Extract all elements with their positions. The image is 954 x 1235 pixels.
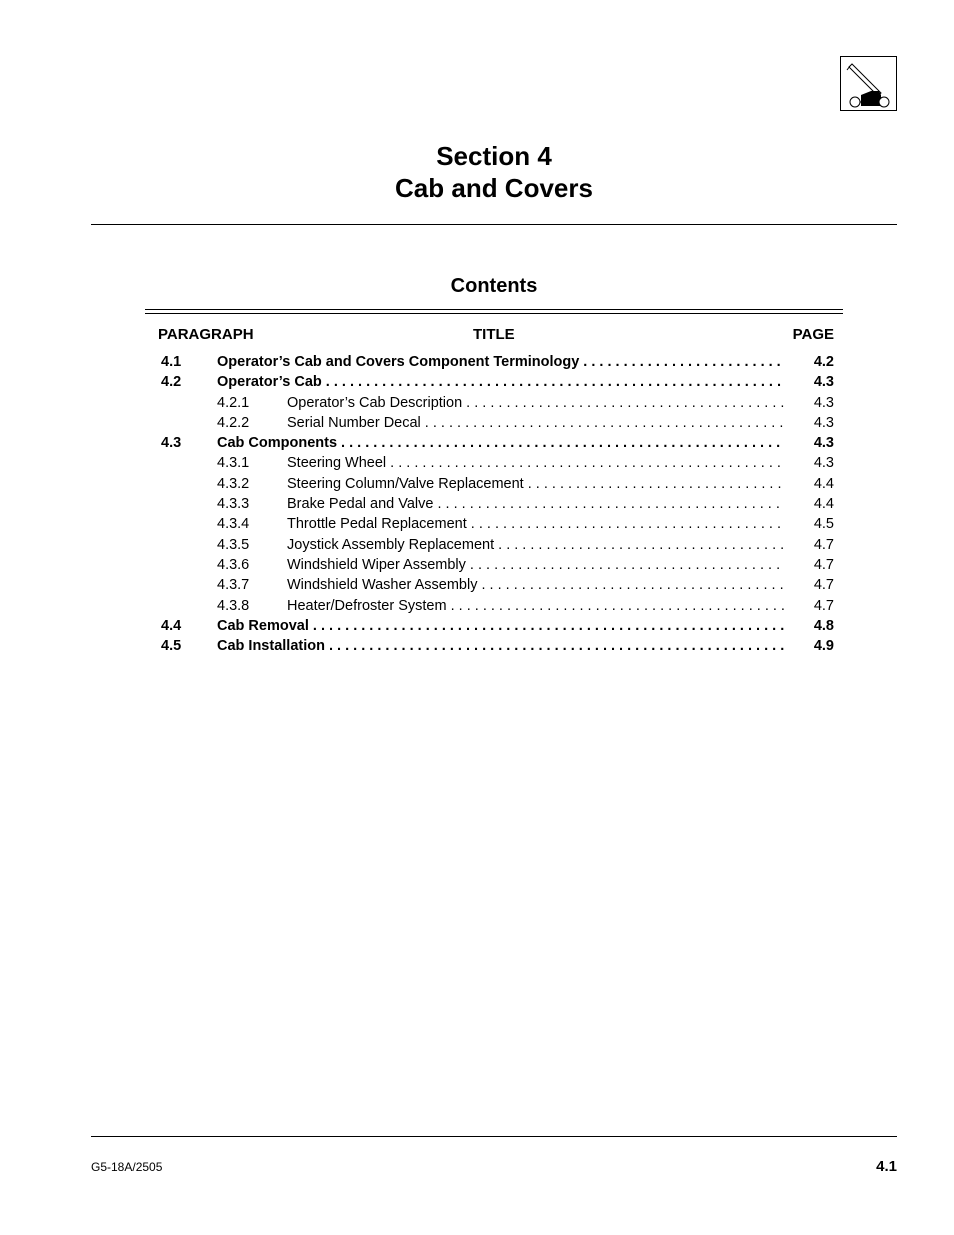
toc-row[interactable] <box>0 494 954 514</box>
toc-row[interactable] <box>0 636 954 656</box>
toc-entry-title: Operator’s Cab . . . <box>217 372 784 392</box>
contents-divider-bottom <box>145 313 843 314</box>
toc-row[interactable] <box>0 596 954 616</box>
toc-entry-title: Operator’s Cab Description . . . <box>287 393 784 413</box>
toc-page-number: 4.7 <box>813 536 834 553</box>
toc-row[interactable] <box>0 616 954 636</box>
toc-page-number: 4.5 <box>813 516 834 533</box>
toc-entry-title: Brake Pedal and Valve . . . <box>287 494 784 514</box>
toc-row[interactable] <box>0 352 954 372</box>
toc-page-number: 4.7 <box>813 597 834 614</box>
toc-entry-title: Windshield Wiper Assembly . . . <box>287 555 784 575</box>
toc-entry-title: Cab Components . . . <box>217 433 784 453</box>
toc-entry-title: Serial Number Decal . . . <box>287 413 784 433</box>
toc-paragraph-number: 4.4 <box>161 617 182 634</box>
contents-divider-top <box>145 309 843 310</box>
toc-entry-title: Throttle Pedal Replacement . . . <box>287 514 784 534</box>
toc-page-number: 4.8 <box>813 617 834 634</box>
toc-paragraph-number: 4.3.8 <box>217 597 250 614</box>
toc-entry-title: Cab Removal . . . <box>217 616 784 636</box>
toc-paragraph-number: 4.3.7 <box>217 577 250 594</box>
toc-page-number: 4.7 <box>813 577 834 594</box>
toc-paragraph-number: 4.3.3 <box>217 496 250 513</box>
contents-heading: Contents <box>450 275 538 297</box>
toc-row[interactable] <box>0 474 954 494</box>
section-title-heading: Cab and Covers <box>395 173 593 203</box>
toc-row[interactable] <box>0 393 954 413</box>
toc-row[interactable] <box>0 372 954 392</box>
toc-paragraph-number: 4.2 <box>161 374 182 391</box>
toc-entry-title: Steering Wheel . . . <box>287 453 784 473</box>
toc-row[interactable] <box>0 535 954 555</box>
toc-row[interactable] <box>0 555 954 575</box>
toc-row[interactable] <box>0 413 954 433</box>
toc-row[interactable] <box>0 575 954 595</box>
section-number-heading: Section 4 <box>436 141 552 171</box>
toc-page-number: 4.3 <box>813 414 834 431</box>
toc-page-number: 4.3 <box>813 455 834 472</box>
toc-page-number: 4.4 <box>813 496 834 513</box>
footer-divider <box>91 1136 897 1137</box>
column-header-paragraph: PARAGRAPH <box>158 326 254 343</box>
toc-page-number: 4.7 <box>813 556 834 573</box>
toc-paragraph-number: 4.3 <box>161 435 182 452</box>
toc-page-number: 4.4 <box>813 475 834 492</box>
toc-entry-title: Joystick Assembly Replacement . . . <box>287 535 784 555</box>
toc-entry-title: Heater/Defroster System . . . <box>287 596 784 616</box>
toc-paragraph-number: 4.2.1 <box>217 394 250 411</box>
table-of-contents <box>0 352 954 656</box>
column-header-title: TITLE <box>473 326 515 343</box>
toc-entry-title: Windshield Washer Assembly . . . <box>287 575 784 595</box>
header-divider <box>91 224 897 225</box>
column-header-page: PAGE <box>792 326 834 343</box>
toc-entry-title: Cab Installation . . . <box>217 636 784 656</box>
toc-page-number: 4.3 <box>813 394 834 411</box>
toc-row[interactable] <box>0 433 954 453</box>
telehandler-machine-icon <box>840 56 897 111</box>
toc-paragraph-number: 4.3.2 <box>217 475 250 492</box>
toc-entry-title: Steering Column/Valve Replacement . . . <box>287 474 784 494</box>
toc-row[interactable] <box>0 453 954 473</box>
document-code: G5-18A/2505 <box>91 1160 163 1174</box>
toc-paragraph-number: 4.3.5 <box>217 536 250 553</box>
toc-page-number: 4.3 <box>813 374 834 391</box>
toc-entry-title: Operator’s Cab and Covers Component Terminology . . . <box>217 352 784 372</box>
toc-paragraph-number: 4.5 <box>161 638 182 655</box>
toc-paragraph-number: 4.3.6 <box>217 556 250 573</box>
toc-paragraph-number: 4.3.1 <box>217 455 250 472</box>
toc-row[interactable] <box>0 514 954 534</box>
toc-page-number: 4.3 <box>813 435 834 452</box>
toc-page-number: 4.2 <box>813 354 834 370</box>
toc-paragraph-number: 4.2.2 <box>217 414 250 431</box>
toc-page-number: 4.9 <box>813 638 834 655</box>
page-number: 4.1 <box>876 1158 897 1175</box>
toc-paragraph-number: 4.3.4 <box>217 516 250 533</box>
toc-paragraph-number: 4.1 <box>161 354 182 370</box>
